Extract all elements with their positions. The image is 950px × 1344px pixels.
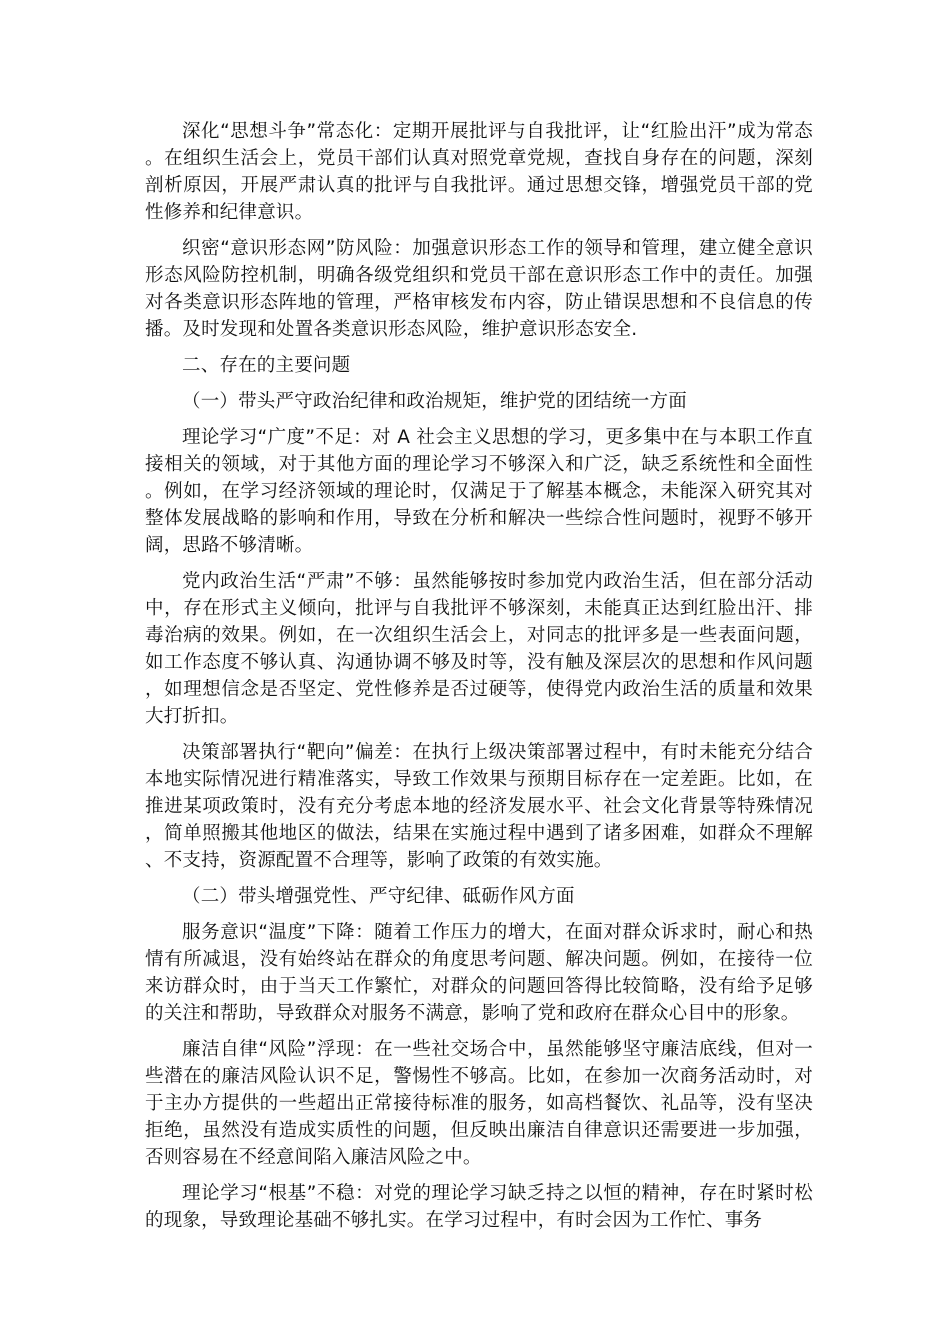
paragraph-service-awareness: 服务意识“温度”下降：随着工作压力的增大，在面对群众诉求时，耐心和热情有所减退，没有始终站在群众的角度思考问题、解决问题。例如，在接待一位来访群众时，由于当天工作繁忙，对群众的问题回答得比较简略，没有给予足够的关注和帮助，导致群众对服务不满意，影响了党和政府在群众心目中的形象。 (145, 922, 813, 1024)
subsection-heading-political-discipline: （一）带头严守政治纪律和政治规矩，维护党的团结统一方面 (182, 391, 687, 412)
paragraph-ideological-struggle: 深化“思想斗争”常态化：定期开展批评与自我批评，让“红脸出汗”成为常态。在组织生活会上，党员干部们认真对照党章党规，查找自身存在的问题，深刻剖析原因，开展严肃认真的批评与自我批评。通过思想交锋，增强党员干部的党性修养和纪律意识。 (145, 121, 813, 223)
paragraph-integrity-risk: 廉洁自律“风险”浮现：在一些社交场合中，虽然能够坚守廉洁底线，但对一些潜在的廉洁风险认识不足，警惕性不够高。比如，在参加一次商务活动时，对于主办方提供的一些超出正常接待标准的服务，如高档餐饮、礼品等，没有坚决拒绝，虽然没有造成实质性的问题，但反映出廉洁自律意识还需要进一步加强，否则容易在不经意间陷入廉洁风险之中。 (145, 1039, 813, 1168)
section-heading-main-problems: 二、存在的主要问题 (182, 355, 351, 376)
paragraph-ideology-risk: 织密“意识形态网”防风险：加强意识形态工作的领导和管理，建立健全意识形态风险防控机制，明确各级党组织和党员干部在意识形态工作中的责任。加强对各类意识形态阵地的管理，严格审核发布内容，防止错误思想和不良信息的传播。及时发现和处置各类意识形态风险，维护意识形态安全. (145, 238, 813, 340)
subsection-heading-party-spirit: （二）带头增强党性、严守纪律、砥砺作风方面 (182, 886, 575, 907)
paragraph-theory-breadth: 理论学习“广度”不足：对 A 社会主义思想的学习，更多集中在与本职工作直接相关的领域，对于其他方面的理论学习不够深入和广泛，缺乏系统性和全面性。例如，在学习经济领域的理论时，仅满足于了解基本概念，未能深入研究其对整体发展战略的影响和作用，导致在分析和解决一些综合性问题时，视野不够开阔，思路不够清晰。 (145, 427, 813, 556)
paragraph-party-life: 党内政治生活“严肃”不够：虽然能够按时参加党内政治生活，但在部分活动中，存在形式主义倾向，批评与自我批评不够深刻，未能真正达到红脸出汗、排毒治病的效果。例如，在一次组织生活会上，对同志的批评多是一些表面问题，如工作态度不够认真、沟通协调不够及时等，没有触及深层次的思想和作风问题，如理想信念是否坚定、党性修养是否过硬等，使得党内政治生活的质量和效果大打折扣。 (145, 571, 813, 727)
document-body (145, 118, 813, 1243)
paragraph-decision-execution: 决策部署执行“靶向”偏差：在执行上级决策部署过程中，有时未能充分结合本地实际情况进行精准落实，导致工作效果与预期目标存在一定差距。比如，在推进某项政策时，没有充分考虑本地的经济发展水平、社会文化背景等特殊情况，简单照搬其他地区的做法，结果在实施过程中遇到了诸多困难，如群众不理解、不支持，资源配置不合理等，影响了政策的有效实施。 (145, 742, 813, 871)
paragraph-theory-foundation: 理论学习“根基”不稳：对党的理论学习缺乏持之以恒的精神，存在时紧时松的现象，导致理论基础不够扎实。在学习过程中，有时会因为工作忙、事务 (145, 1183, 813, 1231)
